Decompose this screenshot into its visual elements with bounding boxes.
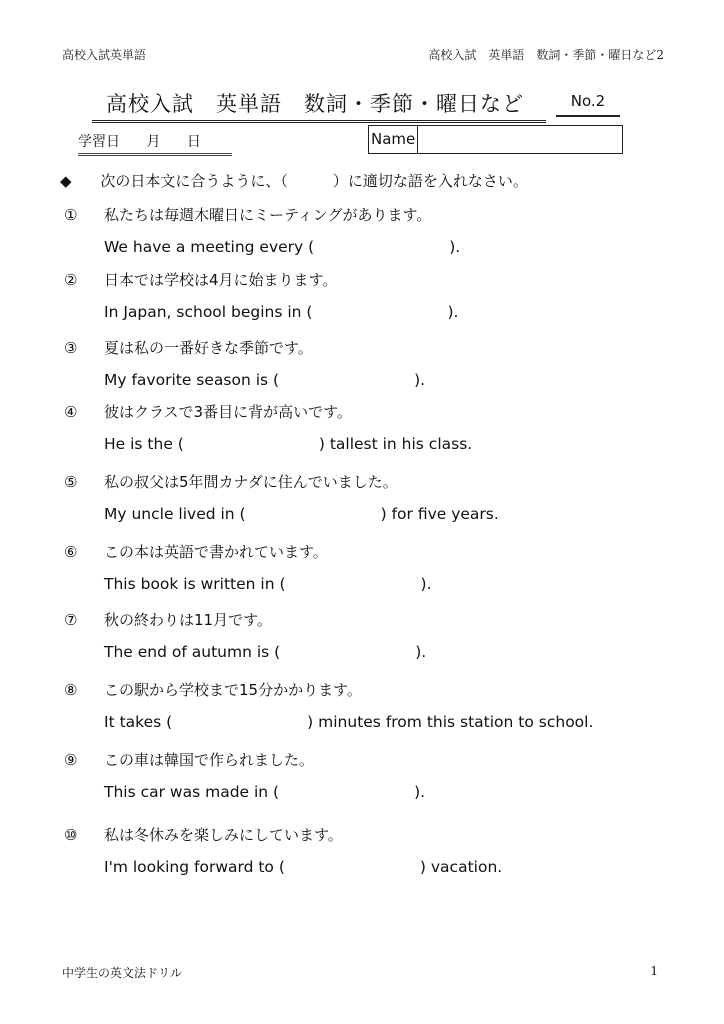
item-number: ⑨: [64, 751, 78, 769]
name-field[interactable]: [418, 126, 622, 153]
english-after: ).: [415, 643, 427, 661]
english-after: ).: [420, 575, 432, 593]
english-before: It takes (: [104, 713, 173, 731]
japanese-sentence: 私たちは毎週木曜日にミーティングがあります。: [104, 206, 432, 224]
diamond-bullet-icon: ◆: [60, 172, 72, 190]
name-label: Name: [369, 126, 418, 153]
name-box: [368, 125, 623, 154]
day-label: 日: [186, 134, 201, 150]
question-item: [64, 541, 432, 593]
japanese-sentence: 私は冬休みを楽しみにしています。: [104, 826, 343, 844]
header-left: 高校入試英単語: [62, 48, 147, 62]
japanese-sentence: 彼はクラスで3番目に背が高いです。: [104, 403, 352, 421]
question-item: [64, 609, 426, 661]
english-after: ).: [414, 783, 426, 801]
question-item: [64, 337, 425, 389]
question-item: [64, 824, 502, 876]
english-after: ) minutes from this station to school.: [307, 713, 594, 731]
japanese-sentence: 日本では学校は4月に始まります。: [104, 271, 338, 289]
instruction-text: 次の日本文に合うように、（ ）に適切な語を入れなさい。: [100, 172, 528, 190]
item-number: ⑩: [64, 826, 78, 844]
item-number: ⑧: [64, 681, 78, 699]
japanese-sentence: この本は英語で書かれています。: [104, 543, 328, 561]
page-number: 1: [650, 964, 658, 978]
english-before: This book is written in (: [104, 575, 286, 593]
item-number: ⑤: [64, 473, 78, 491]
item-number: ①: [64, 206, 78, 224]
sheet-number: No.2: [556, 92, 620, 117]
english-before: In Japan, school begins in (: [104, 303, 313, 321]
item-number: ④: [64, 403, 78, 421]
english-after: ).: [449, 238, 461, 256]
english-before: My uncle lived in (: [104, 505, 246, 523]
english-after: ) for five years.: [380, 505, 499, 523]
item-number: ⑦: [64, 611, 78, 629]
question-item: [64, 471, 499, 523]
japanese-sentence: 秋の終わりは11月です。: [104, 611, 272, 629]
question-item: [64, 269, 458, 321]
english-after: ).: [447, 303, 459, 321]
question-item: [64, 679, 593, 731]
japanese-sentence: この車は韓国で作られました。: [104, 751, 315, 769]
english-before: I'm looking forward to (: [104, 858, 285, 876]
page-title: 高校入試 英単語 数詞・季節・曜日など: [92, 88, 546, 123]
study-date: [78, 131, 232, 156]
item-number: ⑥: [64, 543, 78, 561]
question-item: [64, 204, 460, 256]
item-number: ②: [64, 271, 78, 289]
month-label: 月: [146, 134, 161, 150]
date-label: 学習日: [78, 134, 120, 150]
english-before: We have a meeting every (: [104, 238, 315, 256]
japanese-sentence: 夏は私の一番好きな季節です。: [104, 339, 313, 357]
english-after: ).: [414, 371, 426, 389]
question-item: [64, 749, 425, 801]
english-after: ) tallest in his class.: [318, 435, 473, 453]
instruction: [60, 170, 528, 191]
english-before: This car was made in (: [104, 783, 280, 801]
japanese-sentence: 私の叔父は5年間カナダに住んでいました。: [104, 473, 398, 491]
english-before: He is the (: [104, 435, 184, 453]
english-before: The end of autumn is (: [104, 643, 281, 661]
question-item: [64, 401, 472, 453]
footer-left: 中学生の英文法ドリル: [62, 966, 183, 980]
english-before: My favorite season is (: [104, 371, 280, 389]
japanese-sentence: この駅から学校まで15分かかります。: [104, 681, 362, 699]
item-number: ③: [64, 339, 78, 357]
english-after: ) vacation.: [419, 858, 503, 876]
header-right: 高校入試 英単語 数詞・季節・曜日など2: [428, 48, 664, 62]
